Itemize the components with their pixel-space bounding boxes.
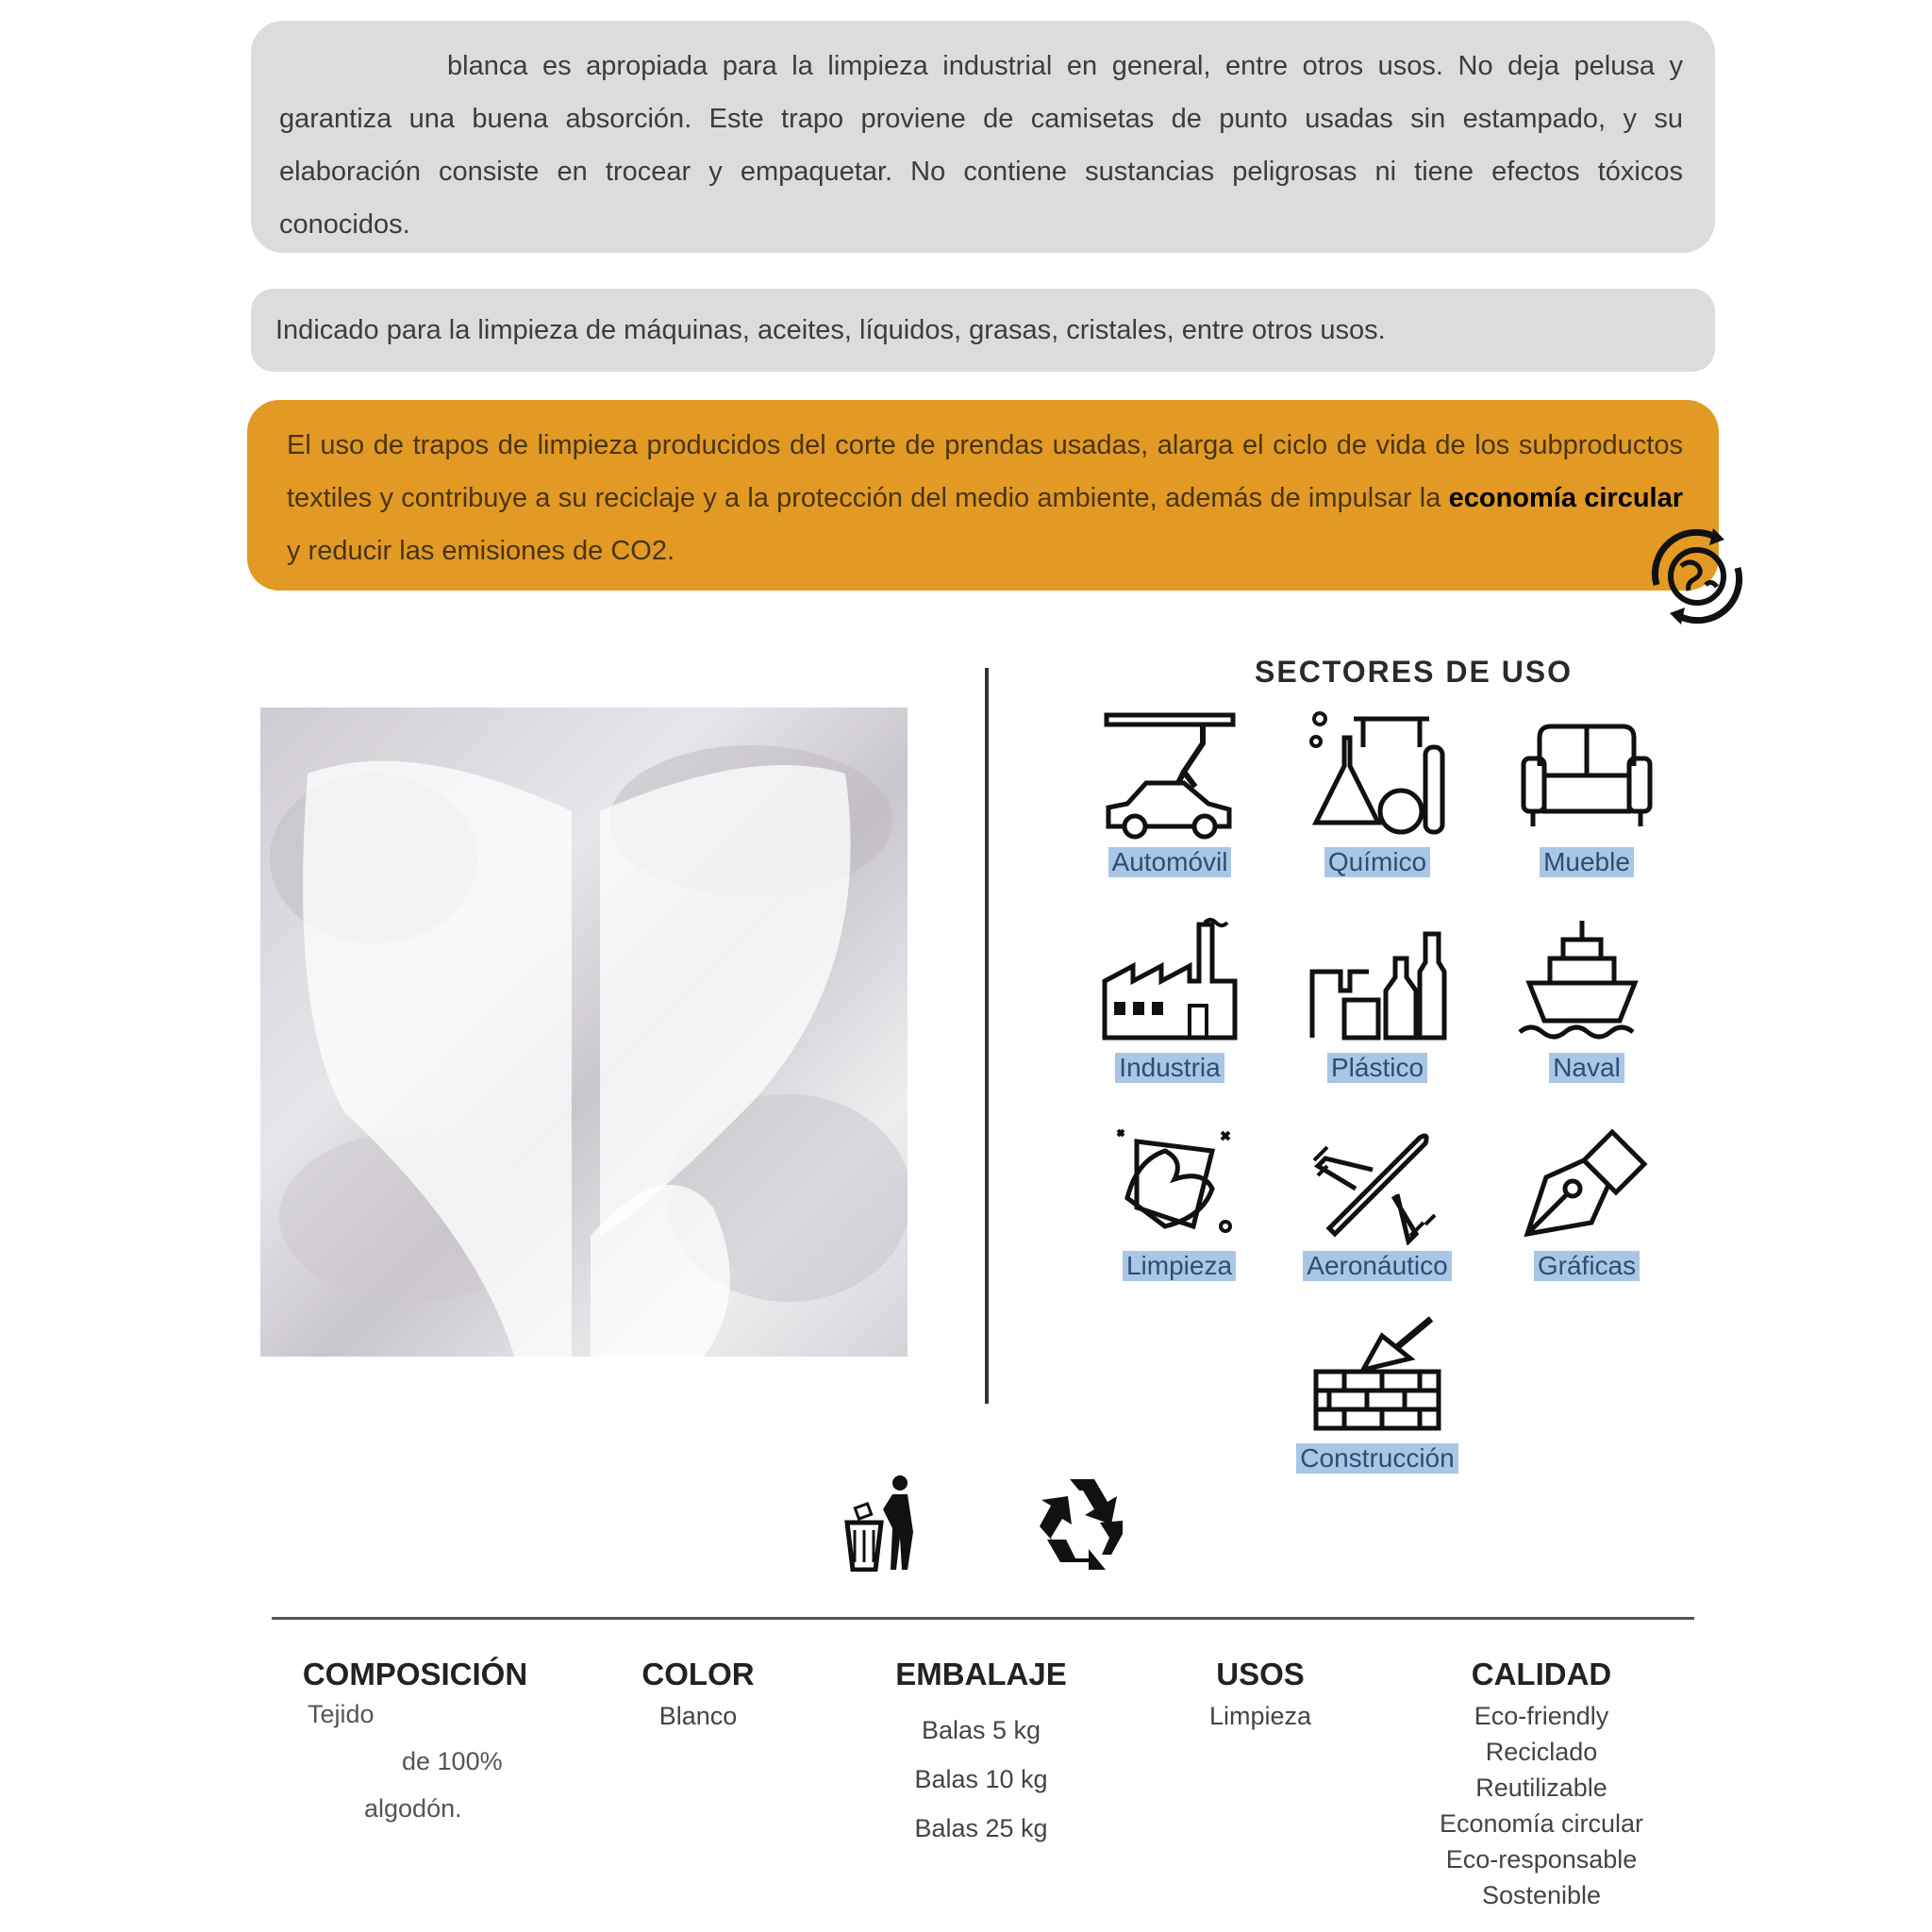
- spec-embalaje-title: EMBALAJE: [895, 1657, 1067, 1691]
- spec-calidad-line: Sostenible: [1481, 1881, 1602, 1909]
- trash-disposal-icon: [840, 1474, 924, 1572]
- spec-composicion-line: de 100%: [402, 1747, 503, 1775]
- sector-industria: [1066, 915, 1274, 1083]
- factory-icon: [1099, 915, 1241, 1047]
- sector-limpieza: [1075, 1123, 1283, 1281]
- spec-calidad-line: Reciclado: [1485, 1738, 1598, 1766]
- spec-calidad-title: CALIDAD: [1471, 1657, 1612, 1691]
- eco-box: [247, 400, 1719, 591]
- sector-naval: [1483, 915, 1690, 1083]
- sector-mueble: [1483, 709, 1690, 877]
- sector-graficas: [1483, 1123, 1690, 1281]
- sector-label: Gráficas: [1534, 1251, 1640, 1281]
- fountain-pen-icon: [1516, 1123, 1657, 1245]
- sector-label: Químico: [1324, 847, 1430, 877]
- sector-label: Aeronáutico: [1303, 1251, 1451, 1281]
- sector-plastico: [1274, 915, 1481, 1083]
- uses-box: [251, 289, 1715, 372]
- spec-calidad-line: Eco-responsable: [1445, 1845, 1638, 1874]
- eco-text-bold: economía circular: [1448, 483, 1684, 513]
- sectors-title: SECTORES DE USO: [1255, 655, 1574, 689]
- spec-embalaje-line: Balas 5 kg: [921, 1716, 1041, 1744]
- cleaning-hand-icon: [1108, 1123, 1250, 1245]
- spec-composicion-line: Tejido: [308, 1700, 375, 1728]
- car-robot-arm-icon: [1099, 709, 1241, 841]
- airplane-icon: [1307, 1123, 1448, 1245]
- uses-text: Indicado para la limpieza de máquinas, aceites, líquidos, grasas, cristales, entre otros usos.: [275, 315, 1386, 345]
- sector-automovil: [1066, 709, 1274, 877]
- eco-text: [287, 419, 1683, 577]
- spec-embalaje-values: [840, 1706, 1123, 1853]
- ship-icon: [1516, 915, 1657, 1047]
- sector-label: Plástico: [1327, 1053, 1427, 1083]
- intro-box: [251, 21, 1715, 253]
- intro-text: blanca es apropiada para la limpieza industrial en general, entre otros usos. No deja pelusa y garantiza una buena absorción. Este trapo proviene de camisetas de punto usadas sin estampado, y su elaboración consiste en trocear y empaquetar. No contiene sustancias peligrosas ni tiene efectos tóxicos conocidos.: [279, 51, 1683, 240]
- sector-label: Naval: [1549, 1053, 1624, 1083]
- spec-calidad-line: Eco-friendly: [1474, 1702, 1609, 1730]
- spec-calidad-line: Economía circular: [1439, 1809, 1644, 1838]
- spec-composicion-line: algodón.: [364, 1794, 462, 1823]
- spec-usos-line: Limpieza: [1208, 1702, 1312, 1730]
- spec-composicion-title: COMPOSICIÓN: [302, 1657, 528, 1691]
- sector-label: Construcción: [1296, 1443, 1457, 1474]
- globe-recycle-icon: [1640, 519, 1755, 634]
- sector-label: Industria: [1115, 1053, 1224, 1083]
- spec-calidad-line: Reutilizable: [1475, 1774, 1607, 1802]
- spec-color-line: Blanco: [658, 1702, 738, 1730]
- spec-embalaje-line: Balas 10 kg: [914, 1765, 1048, 1793]
- spec-color-values: [557, 1698, 840, 1734]
- spec-composicion-values: [308, 1700, 503, 1824]
- product-photo: [260, 708, 908, 1357]
- spec-calidad-values: [1400, 1698, 1683, 1913]
- spec-usos-values: [1119, 1698, 1402, 1734]
- sector-aeronautico: [1274, 1123, 1481, 1281]
- brick-wall-trowel-icon: [1307, 1315, 1448, 1438]
- sector-construccion: [1274, 1315, 1481, 1474]
- spec-usos-title: USOS: [1216, 1657, 1305, 1691]
- eco-text-after: y reducir las emisiones de CO2.: [287, 536, 675, 566]
- sector-label: Mueble: [1540, 847, 1634, 877]
- sector-quimico: [1274, 709, 1481, 877]
- vertical-divider: [985, 668, 989, 1404]
- spec-color-title: COLOR: [641, 1657, 755, 1691]
- plastic-bottles-icon: [1307, 915, 1448, 1047]
- horizontal-divider: [272, 1617, 1694, 1620]
- eco-text-before: El uso de trapos de limpieza producidos del corte de prendas usadas, alarga el ciclo de vida de los subproductos textiles y contribuye a su reciclaje y a la protección del medio ambiente, además de impulsar la: [287, 430, 1683, 513]
- spec-embalaje-line: Balas 25 kg: [914, 1814, 1048, 1842]
- sofa-icon: [1516, 709, 1657, 841]
- sector-label: Automóvil: [1108, 847, 1232, 877]
- logo-watermark: [260, 708, 908, 1357]
- sector-label: Limpieza: [1123, 1251, 1236, 1281]
- recycle-icon: [1032, 1472, 1132, 1570]
- chemistry-lab-icon: [1307, 709, 1448, 841]
